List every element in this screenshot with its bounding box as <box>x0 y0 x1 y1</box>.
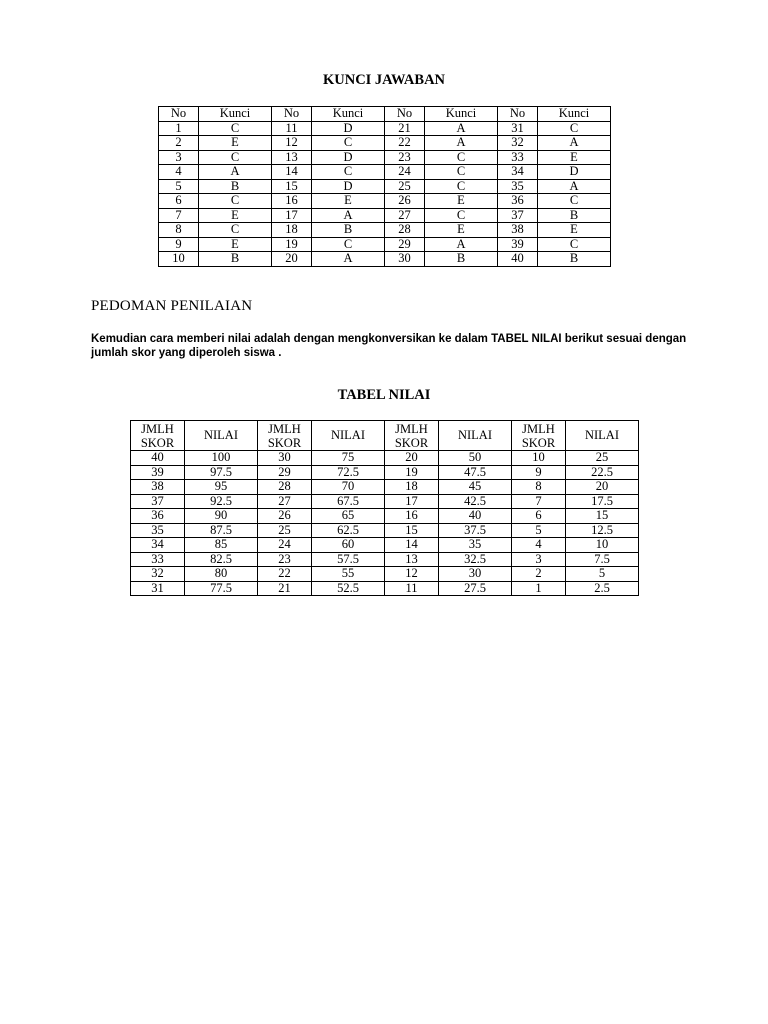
table-cell: C <box>312 136 385 151</box>
table-cell: 80 <box>185 567 258 582</box>
column-header: Kunci <box>425 107 498 122</box>
column-header: Kunci <box>538 107 611 122</box>
table-cell: 11 <box>272 121 312 136</box>
table-cell: 27.5 <box>439 581 512 596</box>
table-cell: 30 <box>439 567 512 582</box>
table-cell: 36 <box>498 194 538 209</box>
table-cell: 23 <box>385 150 425 165</box>
table-cell: B <box>425 252 498 267</box>
table-cell: C <box>538 121 611 136</box>
table-cell: 23 <box>258 552 312 567</box>
table-cell: 28 <box>258 480 312 495</box>
table-cell: 27 <box>385 208 425 223</box>
table-cell: 97.5 <box>185 465 258 480</box>
table-cell: 6 <box>512 509 566 524</box>
table-cell: 2 <box>159 136 199 151</box>
table-cell: 37.5 <box>439 523 512 538</box>
table-cell: 55 <box>312 567 385 582</box>
table-cell: 5 <box>566 567 639 582</box>
table-cell: B <box>199 179 272 194</box>
table-cell: 72.5 <box>312 465 385 480</box>
table-row <box>159 150 611 165</box>
table-cell: 13 <box>272 150 312 165</box>
table-cell: C <box>425 208 498 223</box>
table-cell: 35 <box>439 538 512 553</box>
table-row <box>131 509 639 524</box>
column-header: No <box>272 107 312 122</box>
table-cell: A <box>538 179 611 194</box>
table-cell: 29 <box>258 465 312 480</box>
table-cell: C <box>312 165 385 180</box>
table-row <box>159 208 611 223</box>
table-cell: E <box>312 194 385 209</box>
table-cell: 15 <box>385 523 439 538</box>
table-row <box>131 523 639 538</box>
table-cell: 21 <box>258 581 312 596</box>
table-cell: 18 <box>272 223 312 238</box>
table-header-row <box>131 421 639 451</box>
table-cell: A <box>312 208 385 223</box>
table-cell: D <box>312 121 385 136</box>
table-cell: A <box>312 252 385 267</box>
table-cell: C <box>199 223 272 238</box>
table-row <box>131 451 639 466</box>
table-cell: 7 <box>512 494 566 509</box>
table-cell: 19 <box>385 465 439 480</box>
table-cell: 21 <box>385 121 425 136</box>
table-row <box>159 223 611 238</box>
table-cell: 10 <box>566 538 639 553</box>
table-cell: 12.5 <box>566 523 639 538</box>
table-cell: E <box>538 223 611 238</box>
table-cell: A <box>538 136 611 151</box>
table-row <box>159 179 611 194</box>
column-header: NILAI <box>185 421 258 451</box>
table-cell: 2 <box>512 567 566 582</box>
column-header: No <box>498 107 538 122</box>
table-cell: 60 <box>312 538 385 553</box>
table-cell: A <box>425 136 498 151</box>
table-cell: 52.5 <box>312 581 385 596</box>
table-cell: E <box>199 208 272 223</box>
table-cell: 87.5 <box>185 523 258 538</box>
table-row <box>131 552 639 567</box>
table-cell: 15 <box>566 509 639 524</box>
table-cell: 32.5 <box>439 552 512 567</box>
table-cell: 50 <box>439 451 512 466</box>
table-cell: 24 <box>385 165 425 180</box>
table-row <box>131 567 639 582</box>
table-row <box>159 121 611 136</box>
table-cell: 82.5 <box>185 552 258 567</box>
table-cell: 24 <box>258 538 312 553</box>
table-cell: 100 <box>185 451 258 466</box>
tabel-nilai-body <box>131 451 639 596</box>
table-cell: 33 <box>498 150 538 165</box>
column-header: NILAI <box>566 421 639 451</box>
column-header: NILAI <box>312 421 385 451</box>
table-cell: 18 <box>385 480 439 495</box>
table-cell: 9 <box>159 237 199 252</box>
table-cell: 4 <box>159 165 199 180</box>
table-cell: 33 <box>131 552 185 567</box>
column-header: JMLH SKOR <box>258 421 312 451</box>
table-cell: 42.5 <box>439 494 512 509</box>
column-header: Kunci <box>312 107 385 122</box>
table-cell: 10 <box>512 451 566 466</box>
table-cell: 17 <box>385 494 439 509</box>
table-cell: 16 <box>272 194 312 209</box>
column-header: No <box>385 107 425 122</box>
table-cell: 27 <box>258 494 312 509</box>
table-cell: 29 <box>385 237 425 252</box>
kunci-jawaban-table <box>158 106 611 267</box>
table-cell: 65 <box>312 509 385 524</box>
table-cell: 26 <box>258 509 312 524</box>
table-cell: 40 <box>498 252 538 267</box>
column-header: JMLH SKOR <box>131 421 185 451</box>
table-cell: D <box>312 179 385 194</box>
table-row <box>159 252 611 267</box>
table-cell: 1 <box>512 581 566 596</box>
table-cell: 7.5 <box>566 552 639 567</box>
table-cell: 62.5 <box>312 523 385 538</box>
table-cell: 32 <box>131 567 185 582</box>
table-cell: 25 <box>566 451 639 466</box>
table-cell: B <box>199 252 272 267</box>
table-cell: 36 <box>131 509 185 524</box>
table-cell: 95 <box>185 480 258 495</box>
table-cell: A <box>425 237 498 252</box>
table-cell: 31 <box>131 581 185 596</box>
table-row <box>131 494 639 509</box>
table-cell: 57.5 <box>312 552 385 567</box>
table-cell: 20 <box>272 252 312 267</box>
column-header: NILAI <box>439 421 512 451</box>
column-header: Kunci <box>199 107 272 122</box>
table-cell: 35 <box>498 179 538 194</box>
table-cell: C <box>199 150 272 165</box>
table-cell: 34 <box>131 538 185 553</box>
table-cell: B <box>538 208 611 223</box>
table-cell: E <box>199 237 272 252</box>
table-cell: 14 <box>272 165 312 180</box>
table-cell: 7 <box>159 208 199 223</box>
kunci-jawaban-title: KUNCI JAWABAN <box>322 72 446 88</box>
table-cell: 13 <box>385 552 439 567</box>
table-cell: 31 <box>498 121 538 136</box>
table-row <box>159 165 611 180</box>
pedoman-penilaian-text: Kemudian cara memberi nilai adalah dengan mengkonversikan ke dalam TABEL NILAI berikut sesuai dengan jumlah skor yang diperoleh siswa . <box>91 333 687 359</box>
table-cell: 92.5 <box>185 494 258 509</box>
table-cell: C <box>199 194 272 209</box>
table-cell: 8 <box>512 480 566 495</box>
table-cell: 11 <box>385 581 439 596</box>
table-cell: A <box>425 121 498 136</box>
table-cell: 3 <box>159 150 199 165</box>
table-cell: 40 <box>131 451 185 466</box>
table-cell: 38 <box>131 480 185 495</box>
table-cell: 30 <box>385 252 425 267</box>
table-cell: 45 <box>439 480 512 495</box>
table-cell: B <box>312 223 385 238</box>
table-cell: 10 <box>159 252 199 267</box>
table-cell: 3 <box>512 552 566 567</box>
table-cell: 85 <box>185 538 258 553</box>
table-cell: 35 <box>131 523 185 538</box>
table-cell: 90 <box>185 509 258 524</box>
table-cell: 34 <box>498 165 538 180</box>
table-row <box>159 136 611 151</box>
table-row <box>159 194 611 209</box>
table-cell: 16 <box>385 509 439 524</box>
table-cell: 47.5 <box>439 465 512 480</box>
table-row <box>131 480 639 495</box>
table-cell: 25 <box>385 179 425 194</box>
table-cell: E <box>425 223 498 238</box>
table-cell: 37 <box>498 208 538 223</box>
table-cell: C <box>538 237 611 252</box>
table-cell: E <box>538 150 611 165</box>
table-cell: 39 <box>131 465 185 480</box>
table-cell: C <box>538 194 611 209</box>
table-cell: D <box>312 150 385 165</box>
table-cell: 22 <box>258 567 312 582</box>
table-cell: 67.5 <box>312 494 385 509</box>
table-cell: 20 <box>566 480 639 495</box>
table-cell: 19 <box>272 237 312 252</box>
table-cell: 4 <box>512 538 566 553</box>
table-cell: 22 <box>385 136 425 151</box>
table-cell: 30 <box>258 451 312 466</box>
table-cell: C <box>425 165 498 180</box>
table-cell: B <box>538 252 611 267</box>
table-row <box>131 538 639 553</box>
table-cell: 2.5 <box>566 581 639 596</box>
table-cell: A <box>199 165 272 180</box>
table-header-row <box>159 107 611 122</box>
table-cell: 17.5 <box>566 494 639 509</box>
table-cell: 6 <box>159 194 199 209</box>
table-cell: 32 <box>498 136 538 151</box>
table-cell: 5 <box>159 179 199 194</box>
table-cell: 75 <box>312 451 385 466</box>
table-cell: 14 <box>385 538 439 553</box>
table-row <box>159 237 611 252</box>
table-cell: C <box>425 150 498 165</box>
table-cell: E <box>425 194 498 209</box>
table-cell: 20 <box>385 451 439 466</box>
column-header: No <box>159 107 199 122</box>
table-cell: 39 <box>498 237 538 252</box>
table-cell: C <box>199 121 272 136</box>
table-cell: 9 <box>512 465 566 480</box>
pedoman-penilaian-heading: PEDOMAN PENILAIAN <box>91 298 253 314</box>
table-cell: 1 <box>159 121 199 136</box>
table-cell: 8 <box>159 223 199 238</box>
table-cell: 15 <box>272 179 312 194</box>
table-cell: 70 <box>312 480 385 495</box>
table-row <box>131 581 639 596</box>
table-cell: 12 <box>272 136 312 151</box>
table-cell: C <box>312 237 385 252</box>
table-cell: 17 <box>272 208 312 223</box>
table-cell: 28 <box>385 223 425 238</box>
table-cell: 5 <box>512 523 566 538</box>
tabel-nilai-title: TABEL NILAI <box>337 387 431 403</box>
table-cell: D <box>538 165 611 180</box>
table-cell: 25 <box>258 523 312 538</box>
table-cell: 12 <box>385 567 439 582</box>
table-row <box>131 465 639 480</box>
table-cell: 40 <box>439 509 512 524</box>
kunci-jawaban-body <box>159 121 611 266</box>
table-cell: C <box>425 179 498 194</box>
table-cell: 22.5 <box>566 465 639 480</box>
table-cell: 37 <box>131 494 185 509</box>
table-cell: 77.5 <box>185 581 258 596</box>
table-cell: 26 <box>385 194 425 209</box>
column-header: JMLH SKOR <box>385 421 439 451</box>
tabel-nilai-table <box>130 420 639 596</box>
column-header: JMLH SKOR <box>512 421 566 451</box>
table-cell: 38 <box>498 223 538 238</box>
table-cell: E <box>199 136 272 151</box>
